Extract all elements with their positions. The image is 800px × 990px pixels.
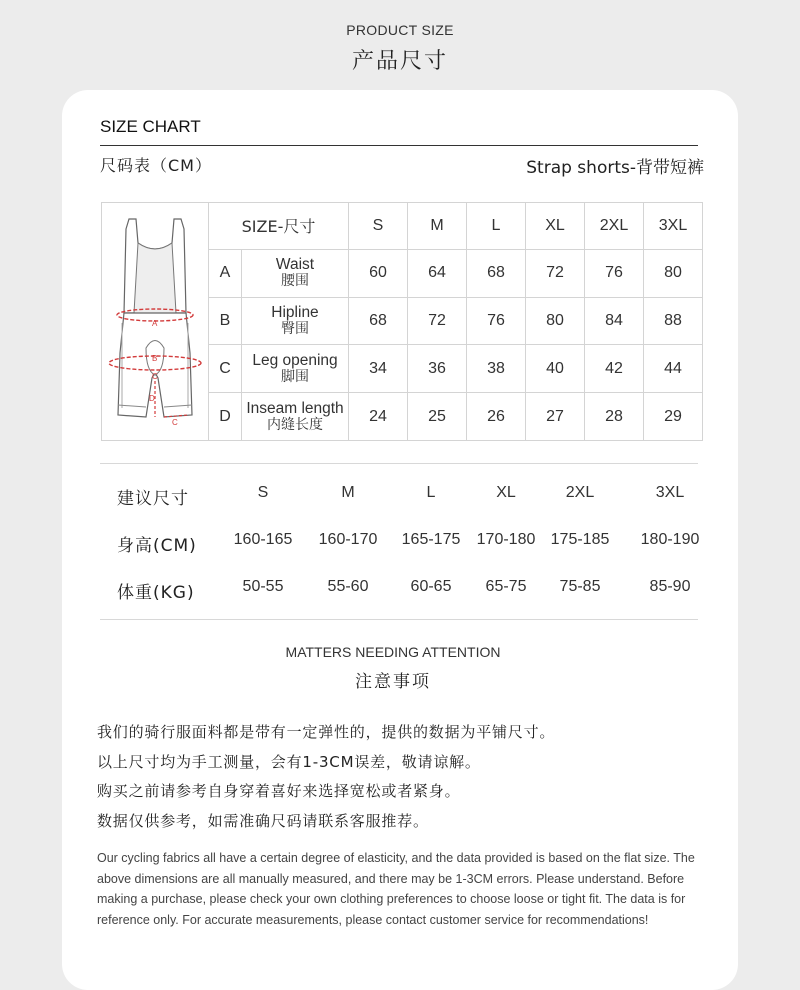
table-cell: 40	[526, 345, 585, 393]
size-header-cell: XL	[526, 203, 585, 250]
diagram-label-leg: C	[172, 418, 178, 427]
table-cell: 42	[585, 345, 644, 393]
product-name: Strap shorts-背带短裤	[526, 158, 704, 178]
recommend-size-cell: S	[257, 484, 269, 501]
attention-notes-cn	[97, 721, 717, 839]
recommend-size-row	[0, 484, 800, 514]
section-divider	[100, 463, 698, 464]
recommend-weight-cell: 60-65	[410, 578, 452, 595]
table-cell: 72	[408, 297, 467, 345]
table-cell: 88	[644, 297, 703, 345]
attention-notes-en: Our cycling fabrics all have a certain degree of elasticity, and the data provided is based on the flat size. The above dimensions are all manually measured, and there may be 1-3CM errors. Please understand. Before making a purchase, please check your own clothing preferences to choose loose or tight fit. The data is for reference only. For accurate measurements, please contact customer service for recommendations!	[97, 851, 695, 927]
table-cell: 34	[349, 345, 408, 393]
measure-name-en: Waist	[275, 256, 315, 274]
bib-shorts-diagram	[102, 203, 209, 441]
measure-name	[242, 297, 349, 345]
table-cell: 60	[349, 249, 408, 297]
recommend-height-label: 身高(CM)	[117, 536, 197, 556]
measure-name-en: Hipline	[271, 303, 319, 321]
table-cell: 24	[349, 393, 408, 441]
measure-name-en: Leg opening	[252, 351, 338, 369]
recommend-weight-label: 体重(KG)	[117, 583, 195, 603]
attention-note-line: 数据仅供参考，如需准确尺码请联系客服推荐。	[97, 811, 429, 830]
table-cell: 76	[585, 249, 644, 297]
table-cell: 29	[644, 393, 703, 441]
recommend-weight-cell: 85-90	[649, 578, 691, 595]
size-header-label: SIZE-尺寸	[209, 203, 349, 250]
diagram-label-a: A	[152, 319, 158, 328]
measure-name-cn: 脚围	[281, 368, 309, 385]
table-cell: 68	[467, 249, 526, 297]
table-cell: 84	[585, 297, 644, 345]
table-cell: 44	[644, 345, 703, 393]
bib-shorts-illustration	[102, 203, 208, 435]
size-header-cell: 3XL	[644, 203, 703, 250]
recommend-height-cell: 165-175	[401, 531, 461, 548]
recommend-weight-row	[0, 578, 800, 608]
size-header-cell: M	[408, 203, 467, 250]
measure-name	[242, 345, 349, 393]
table-cell: 64	[408, 249, 467, 297]
measure-name-en: Inseam length	[246, 399, 344, 417]
table-cell: 68	[349, 297, 408, 345]
recommend-size-cell: 2XL	[565, 484, 595, 501]
attention-title-en: MATTERS NEEDING ATTENTION	[285, 644, 501, 660]
recommend-weight-cell: 50-55	[242, 578, 284, 595]
diagram-label-c: C	[152, 372, 158, 381]
table-cell: 72	[526, 249, 585, 297]
measure-letter: B	[209, 297, 242, 345]
attention-note-line: 购买之前请参考自身穿着喜好来选择宽松或者紧身。	[97, 782, 461, 800]
table-cell: 27	[526, 393, 585, 441]
size-header-cell: L	[467, 203, 526, 250]
table-cell: 76	[467, 297, 526, 345]
attention-title-cn: 注意事项	[355, 672, 431, 692]
recommend-height-row	[0, 531, 800, 561]
table-cell: 25	[408, 393, 467, 441]
measure-name	[242, 393, 349, 441]
recommend-height-cell: 160-170	[318, 531, 378, 548]
diagram-label-b: B	[152, 354, 158, 363]
size-chart-table	[101, 202, 703, 441]
diagram-label-d: D	[149, 394, 155, 403]
recommend-height-cell: 180-190	[640, 531, 700, 548]
table-cell: 38	[467, 345, 526, 393]
measure-name-cn: 腰围	[281, 273, 309, 290]
page-title-en: PRODUCT SIZE	[346, 22, 454, 38]
table-cell: 28	[585, 393, 644, 441]
recommend-height-cell: 175-185	[550, 531, 610, 548]
recommend-weight-cell: 55-60	[327, 578, 369, 595]
recommend-height-cell: 160-165	[233, 531, 293, 548]
table-cell: 80	[526, 297, 585, 345]
measure-letter: C	[209, 345, 242, 393]
size-chart-rule	[100, 145, 698, 146]
recommend-height-cell: 170-180	[476, 531, 536, 548]
recommend-size-cell: L	[426, 484, 436, 501]
size-header-cell: 2XL	[585, 203, 644, 250]
recommend-weight-cell: 75-85	[559, 578, 601, 595]
recommend-size-cell: 3XL	[655, 484, 685, 501]
table-cell: 80	[644, 249, 703, 297]
recommend-size-cell: XL	[496, 484, 516, 501]
page-title-cn: 产品尺寸	[351, 49, 448, 74]
measure-name	[242, 249, 349, 297]
size-chart-title: SIZE CHART	[100, 117, 201, 136]
measure-name-cn: 内缝长度	[267, 416, 323, 433]
section-divider	[100, 619, 698, 620]
measure-letter: D	[209, 393, 242, 441]
recommend-size-label: 建议尺寸	[117, 489, 189, 509]
size-header-row	[102, 203, 703, 250]
attention-note-line: 以上尺寸均为手工测量，会有1-3CM误差，敬请谅解。	[97, 752, 481, 771]
recommend-weight-cell: 65-75	[485, 578, 527, 595]
size-chart-unit-label: 尺码表（CM）	[100, 156, 212, 175]
table-cell: 26	[467, 393, 526, 441]
measure-letter: A	[209, 249, 242, 297]
attention-note-line: 我们的骑行服面料都是带有一定弹性的，提供的数据为平铺尺寸。	[97, 723, 556, 741]
measure-name-cn: 臀围	[281, 320, 309, 337]
recommend-size-cell: M	[341, 484, 355, 501]
table-cell: 36	[408, 345, 467, 393]
size-header-cell: S	[349, 203, 408, 250]
